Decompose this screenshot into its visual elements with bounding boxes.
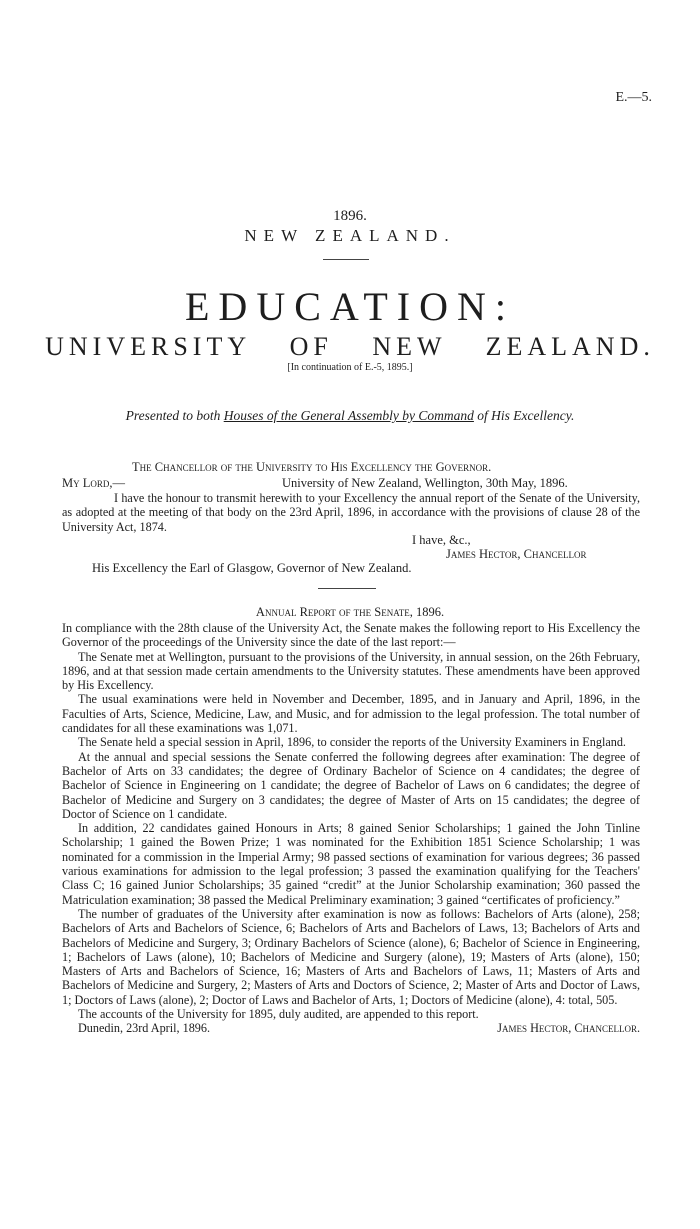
report-paragraph: In compliance with the 28th clause of the University Act, the Senate makes the following report to His Excellency the Governor of the proceedings of the University since the date of the last report:— <box>62 621 640 650</box>
letter-dateline: University of New Zealand, Wellington, 30th May, 1896. <box>282 476 568 490</box>
year: 1896. <box>333 208 367 224</box>
country-heading: NEW ZEALAND. <box>244 226 456 245</box>
report-paragraph: The Senate met at Wellington, pursuant to the provisions of the University, in annual session, on the 26th February, 1896, and at that session made certain amendments to the University statutes. These amendments have been approved by His Excellency. <box>62 649 640 693</box>
presented-line <box>0 408 700 424</box>
presented-houses: Houses of the General Assembly by Command <box>223 408 474 423</box>
report-signoff <box>62 1021 640 1035</box>
report-paragraph: The number of graduates of the University after examination is now as follows: Bachelors of Arts (alone), 258; Bachelors of Arts and Bachelors of Science, 6; Bachelors of Arts and Bachelors of Laws, 13; Bachelors of Arts and Bachelors of Medicine and Surgery, 3; Ordinary Bachelors of Science (alone), 6; Bachelor of Science in Engineering, 1; Bachelors of Laws (alone), 10; Bachelors of Medicine and Surgery (alone), 19; Masters of Arts (alone), 150; Masters of Arts and Bachelors of Science, 16; Masters of Arts and Bachelors of Laws, 11; Masters of Arts and Bachelors of Medicine and Surgery, 2; Masters of Arts and Doctors of Science, 2; Master of Arts and Doctor of Laws, 1; Doctors of Laws (alone), 2; Doctor of Laws and Bachelor of Arts, 1; Doctors of Medicine (alone), 4: total, 505. <box>62 906 640 1007</box>
report-place-date: Dunedin, 23rd April, 1896. <box>78 1021 211 1036</box>
letter-body: I have the honour to transmit herewith to your Excellency the annual report of the Senate of the University, as adopted at the meeting of that body on the 23rd April, 1896, in accordance with the provisions of clause 28 of the University Act, 1874. <box>62 491 640 534</box>
report-body <box>62 621 640 1036</box>
report-signature: James Hector, Chancellor. <box>497 1021 640 1036</box>
report-paragraph: The accounts of the University for 1895, duly audited, are appended to this report. <box>78 1007 479 1022</box>
document-reference: E.—5. <box>615 90 652 105</box>
report-heading: Annual Report of the Senate, 1896. <box>255 605 445 619</box>
report-paragraph: The usual examinations were held in November and December, 1895, and in January and April, 1896, in the Faculties of Arts, Science, Medicine, Law, and Music, and for admission to the legal profession. The total number of candidates for all these examinations was 1,071. <box>62 692 640 736</box>
letter-signature: James Hector, Chancellor <box>446 547 587 561</box>
presented-prefix: Presented to both <box>125 408 224 423</box>
presented-suffix: of His Excellency. <box>473 408 575 423</box>
continuation-note: [In continuation of E.-5, 1895.] <box>287 362 413 373</box>
letter-closing: I have, &c., <box>412 533 471 547</box>
page-title: EDUCATION: <box>185 284 515 329</box>
report-paragraph: In addition, 22 candidates gained Honours in Arts; 8 gained Senior Scholarships; 1 gained the John Tinline Scholarship; 1 gained the Bowen Prize; 1 was nominated for the Exhibition 1851 Science Scholarship; 1 was nominated for a commission in the Imperial Army; 98 passed sections of examination for various degrees; 36 passed various examinations for admission to the legal profession; 3 passed the examination qualifying for the Teachers' Class C; 16 gained Junior Scholarships; 35 gained “credit” at the Junior Scholarship examination; 360 passed the Matriculation examination; 38 passed the Medical Preliminary examination; 3 gained “certificates of proficiency.” <box>62 821 640 907</box>
page-subtitle: UNIVERSITY OF NEW ZEALAND. <box>45 332 655 361</box>
report-paragraph: The Senate held a special session in April, 1896, to consider the reports of the University Examiners in England. <box>78 735 626 750</box>
divider <box>318 588 376 589</box>
report-paragraph: At the annual and special sessions the Senate conferred the following degrees after examination: The degree of Bachelor of Arts on 33 candidates; the degree of Ordinary Bachelor of Science on 4 candidates; the degree of Bachelor of Science in Engineering on 1 candidate; the degree of Bachelor of Laws on 6 candidates; the degree of Bachelor of Medicine and Surgery on 3 candidates; the degree of Master of Arts on 15 candidates; the degree of Doctor of Science on 1 candidate. <box>62 749 640 821</box>
letter-heading: The Chancellor of the University to His Excellency the Governor. <box>132 460 492 474</box>
divider <box>323 259 369 260</box>
letter-addressee: His Excellency the Earl of Glasgow, Governor of New Zealand. <box>92 561 412 575</box>
letter-salutation: My Lord,— <box>62 476 126 490</box>
